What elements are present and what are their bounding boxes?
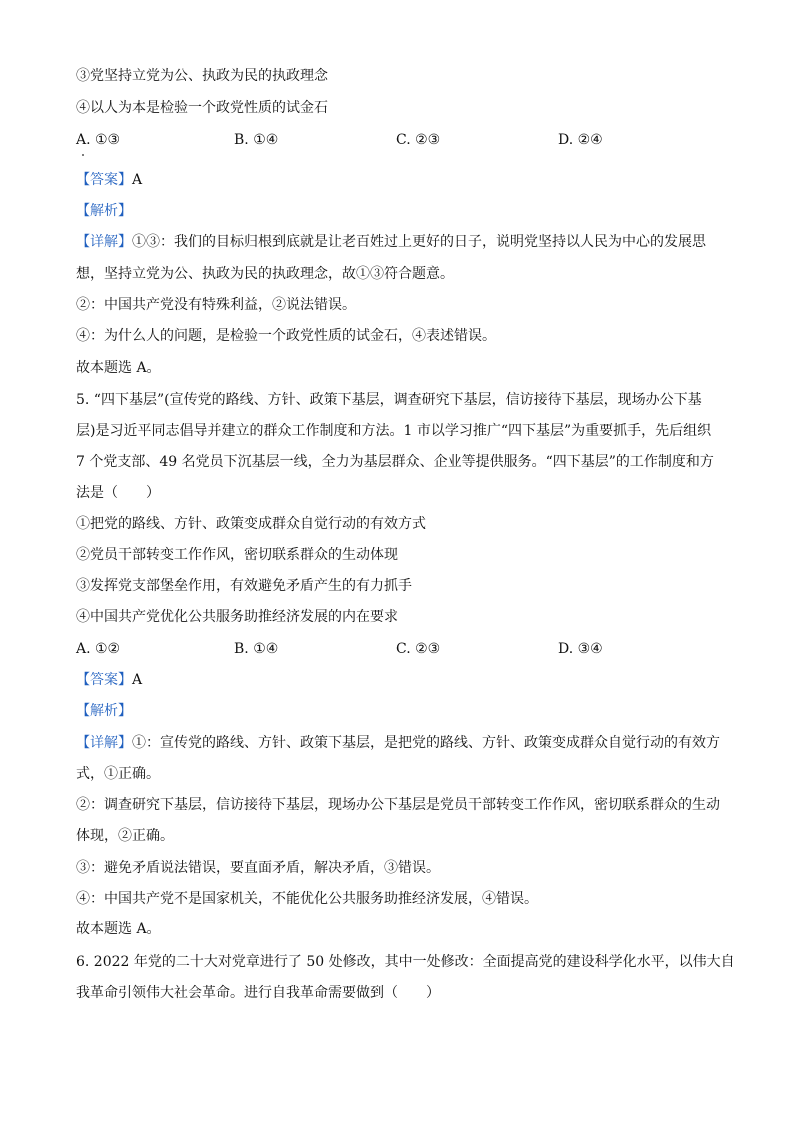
q5-stem-line-1: 5. “四下基层”(宣传党的路线、方针、政策下基层，调查研究下基层，信访接待下基层，现场办公下基 xyxy=(76,392,702,408)
q4-option-a: A. ①③ xyxy=(76,132,121,148)
q5-detail-line-1 xyxy=(76,733,726,753)
q5-statement-2: ②党员干部转变工作作风，密切联系群众的生动体现 xyxy=(76,547,398,563)
analysis-tag: 【解析】 xyxy=(76,203,132,219)
q4-statement-4: ④以人为本是检验一个政党性质的试金石 xyxy=(76,100,328,116)
q5-stem-line-3: 7 个党支部、49 名党员下沉基层一线，全力为基层群众、企业等提供服务。“四下基层”的工作制度和方 xyxy=(76,454,714,470)
detail-tag: 【详解】 xyxy=(76,735,132,751)
q5-detail-line-2: 式，①正确。 xyxy=(76,766,160,782)
q5-conclusion: 故本题选 A。 xyxy=(76,921,161,937)
answer-value: A xyxy=(132,672,143,688)
q5-detail-line-5: ③：避免矛盾说法错误，要直面矛盾，解决矛盾，③错误。 xyxy=(76,860,440,876)
detail-text: ①：宣传党的路线、方针、政策下基层，是把党的路线、方针、政策变成群众自觉行动的有效方 xyxy=(132,735,720,751)
q5-statement-3: ③发挥党支部堡垒作用，有效避免矛盾产生的有力抓手 xyxy=(76,578,412,594)
q5-option-a: A. ①② xyxy=(76,641,121,657)
q5-option-b: B. ①④ xyxy=(234,641,279,657)
analysis-tag: 【解析】 xyxy=(76,703,132,719)
q4-statement-3: ③党坚持立党为公、执政为民的执政理念 xyxy=(76,68,328,84)
detail-text: ①③：我们的目标归根到底就是让老百姓过上更好的日子，说明党坚持以人民为中心的发展思 xyxy=(132,234,706,250)
q5-stem-line-4: 法是（ ） xyxy=(76,485,160,501)
q5-statement-4: ④中国共产党优化公共服务助推经济发展的内在要求 xyxy=(76,609,398,625)
q5-detail-line-4: 体现，②正确。 xyxy=(76,828,174,844)
q4-option-c: C. ②③ xyxy=(396,132,441,148)
answer-tag: 【答案】 xyxy=(76,172,132,188)
q4-detail-line-4: ④：为什么人的问题，是检验一个政党性质的试金石，④表述错误。 xyxy=(76,328,496,344)
q5-detail-line-3: ②：调查研究下基层，信访接待下基层，现场办公下基层是党员干部转变工作作风，密切联系群众的生动 xyxy=(76,797,720,813)
q5-option-c: C. ②③ xyxy=(396,641,441,657)
q5-analysis xyxy=(76,701,726,721)
detail-tag: 【详解】 xyxy=(76,234,132,250)
q5-stem-line-2: 层)是习近平同志倡导并建立的群众工作制度和方法。1 市以学习推广“四下基层”为重要抓手，先后组织 xyxy=(76,423,712,439)
q4-conclusion: 故本题选 A。 xyxy=(76,360,161,376)
stray-dot-mark xyxy=(82,154,84,156)
q4-analysis xyxy=(76,201,726,221)
q5-answer xyxy=(76,670,726,690)
q5-option-d: D. ③④ xyxy=(558,641,603,657)
q4-option-b: B. ①④ xyxy=(234,132,279,148)
q4-detail-line-1 xyxy=(76,232,726,252)
q5-detail-line-6: ④：中国共产党不是国家机关，不能优化公共服务助推经济发展，④错误。 xyxy=(76,891,538,907)
q6-stem-line-2: 我革命引领伟大社会革命。进行自我革命需要做到（ ） xyxy=(76,985,440,1001)
q4-detail-line-2: 想，坚持立党为公、执政为民的执政理念，故①③符合题意。 xyxy=(76,266,454,282)
q5-statement-1: ①把党的路线、方针、政策变成群众自觉行动的有效方式 xyxy=(76,516,426,532)
q4-answer xyxy=(76,170,726,190)
q6-stem-line-1: 6. 2022 年党的二十大对党章进行了 50 处修改，其中一处修改：全面提高党的建设科学化水平，以伟大自 xyxy=(76,954,735,970)
q4-detail-line-3: ②：中国共产党没有特殊利益，②说法错误。 xyxy=(76,297,356,313)
q4-option-d: D. ②④ xyxy=(558,132,603,148)
answer-tag: 【答案】 xyxy=(76,672,132,688)
answer-value: A xyxy=(132,172,143,188)
